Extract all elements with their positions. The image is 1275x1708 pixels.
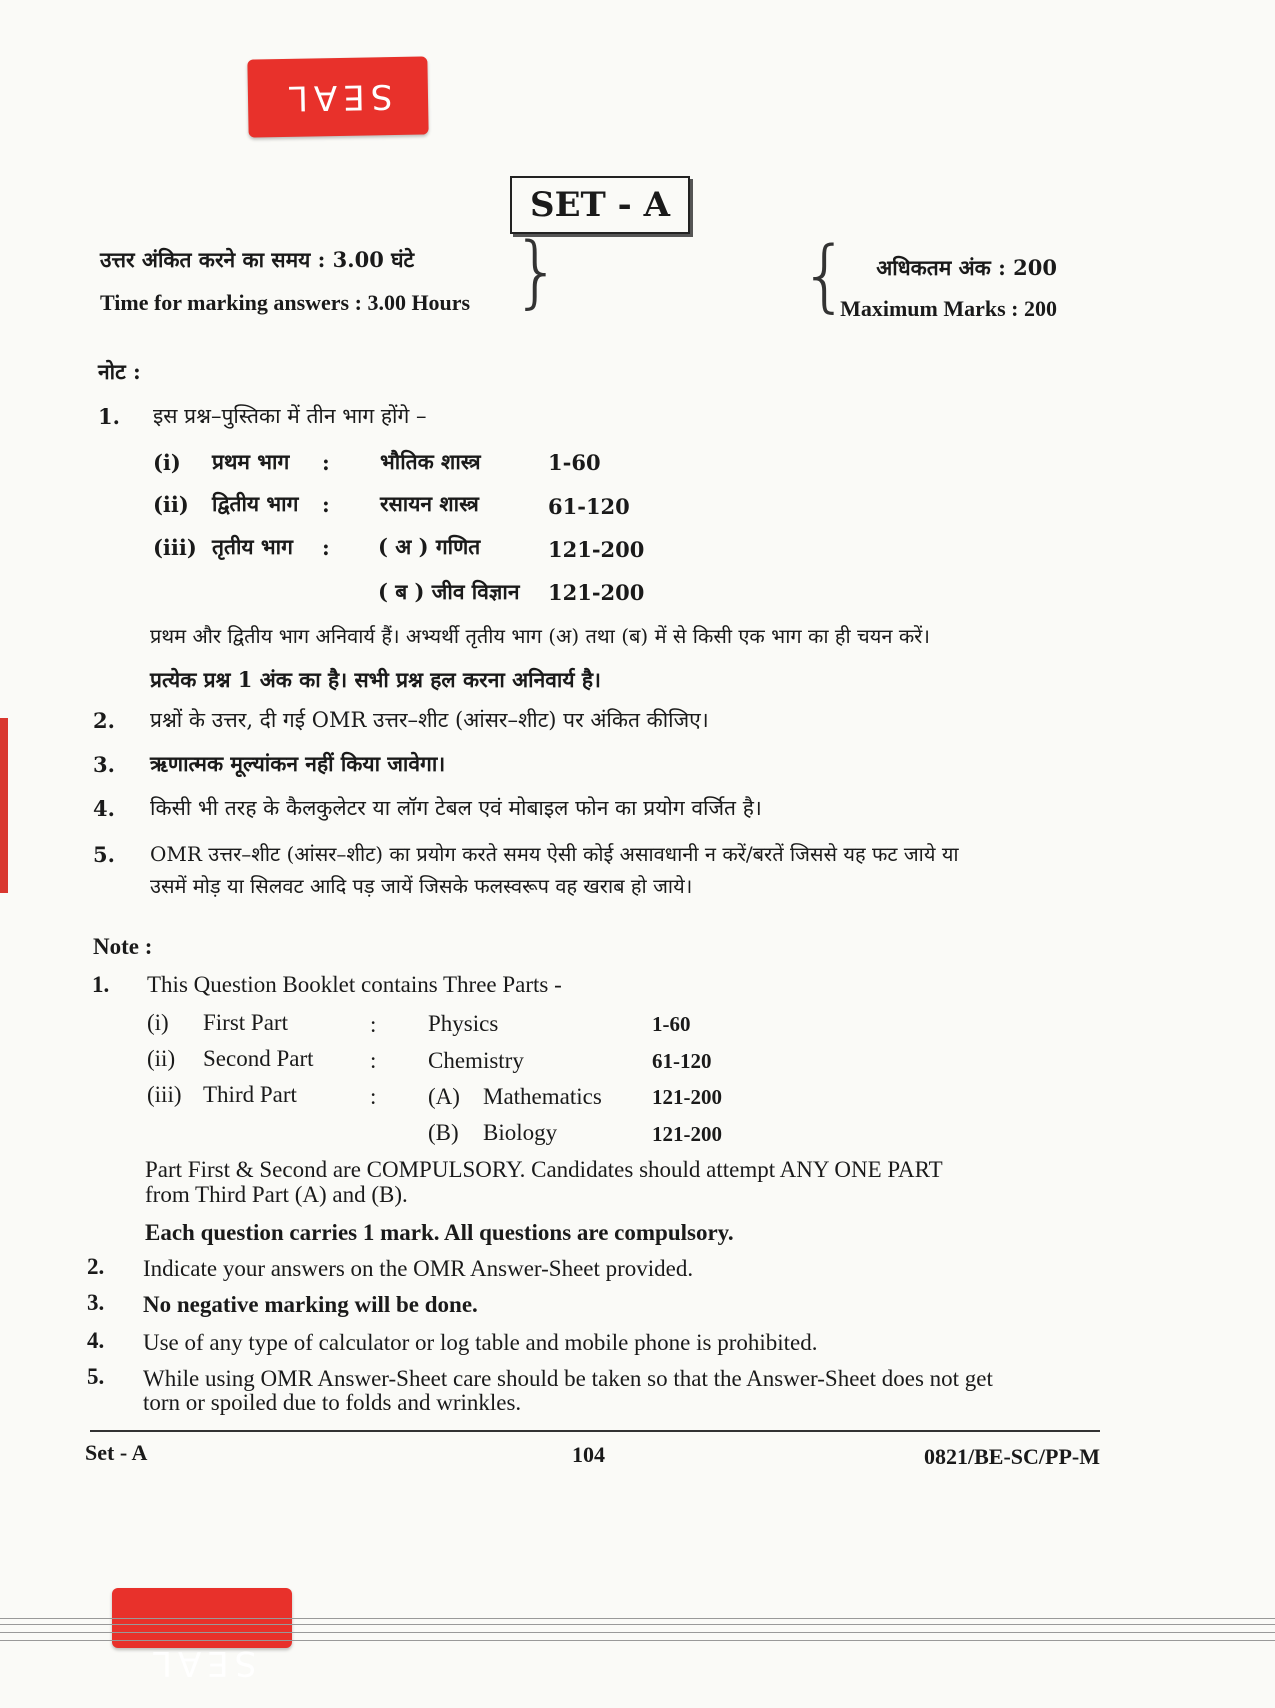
seal-stamp-top: SEAL xyxy=(247,56,428,137)
english-part-name: Second Part xyxy=(203,1046,314,1071)
hindi-item-num: 3. xyxy=(93,752,115,777)
english-part-subject: Mathematics xyxy=(483,1084,602,1109)
scan-line xyxy=(0,1624,1275,1625)
hindi-part-roman: (iii) xyxy=(153,535,197,560)
max-marks-hindi: अधिकतम अंक : 200 xyxy=(876,255,1057,280)
english-part-range: 121-200 xyxy=(652,1085,722,1109)
hindi-part-name: तृतीय भाग xyxy=(212,534,293,559)
hindi-item-text: इस प्रश्न–पुस्तिका में तीन भाग होंगे – xyxy=(153,404,427,428)
english-compulsory-text-cont: from Third Part (A) and (B). xyxy=(145,1182,408,1207)
footer-rule xyxy=(90,1430,1100,1432)
max-marks-english: Maximum Marks : 200 xyxy=(840,296,1057,321)
left-brace: { xyxy=(800,231,850,321)
hindi-part-range: 1-60 xyxy=(548,450,601,475)
english-item-text: Indicate your answers on the OMR Answer-Sheet provided. xyxy=(143,1256,694,1281)
english-part-subject: Physics xyxy=(428,1011,499,1036)
english-item-num: 3. xyxy=(87,1290,105,1315)
english-item-text: No negative marking will be done. xyxy=(143,1292,478,1317)
hindi-part-colon: : xyxy=(322,535,330,560)
footer-set: Set - A xyxy=(85,1440,148,1465)
english-part-range: 61-120 xyxy=(652,1049,712,1073)
hindi-part-subject: ( ब ) जीव विज्ञान xyxy=(378,579,520,604)
hindi-item-num: 2. xyxy=(93,708,115,733)
english-item-num: 2. xyxy=(87,1254,105,1279)
english-item-text: Use of any type of calculator or log table and mobile phone is prohibited. xyxy=(143,1330,818,1355)
hindi-part-subject: भौतिक शास्त्र xyxy=(380,449,481,474)
time-hindi: उत्तर अंकित करने का समय : 3.00 घंटे xyxy=(100,247,415,272)
right-brace: } xyxy=(512,227,562,317)
english-part-letter: (B) xyxy=(428,1120,459,1145)
footer-code: 0821/BE-SC/PP-M xyxy=(924,1444,1100,1469)
english-part-roman: (ii) xyxy=(147,1046,176,1071)
hindi-part-colon: : xyxy=(322,450,330,475)
hindi-item-text: किसी भी तरह के कैलकुलेटर या लॉग टेबल एवं मोबाइल फोन का प्रयोग वर्जित है। xyxy=(150,796,762,820)
hindi-part-roman: (i) xyxy=(153,450,181,475)
scan-line xyxy=(0,1632,1275,1633)
hindi-item-num: 1. xyxy=(98,404,120,429)
hindi-part-name: प्रथम भाग xyxy=(212,449,290,474)
time-english: Time for marking answers : 3.00 Hours xyxy=(100,290,471,315)
english-part-subject: Biology xyxy=(483,1120,558,1145)
margin-red-mark xyxy=(0,718,8,893)
hindi-part-range: 61-120 xyxy=(548,494,630,519)
english-item-text: This Question Booklet contains Three Parts - xyxy=(147,972,562,997)
english-item-num: 5. xyxy=(87,1364,105,1389)
hindi-part-range: 121-200 xyxy=(548,537,645,562)
english-item-text: While using OMR Answer-Sheet care should be taken so that the Answer-Sheet does not get xyxy=(143,1366,993,1391)
hindi-part-name: द्वितीय भाग xyxy=(212,491,299,516)
hindi-part-subject: ( अ ) गणित xyxy=(378,534,481,559)
hindi-item-text-cont: उसमें मोड़ या सिलवट आदि पड़ जायें जिसके फलस्वरूप वह खराब हो जाये। xyxy=(150,874,693,898)
english-item-text-cont: torn or spoiled due to folds and wrinkles. xyxy=(143,1390,522,1415)
english-part-name: First Part xyxy=(203,1010,288,1035)
hindi-part-colon: : xyxy=(322,492,330,517)
english-part-colon: : xyxy=(370,1084,377,1109)
english-part-range: 121-200 xyxy=(652,1122,722,1146)
hindi-part-subject: रसायन शास्त्र xyxy=(380,491,479,516)
hindi-part-roman: (ii) xyxy=(153,492,189,517)
page-number: 104 xyxy=(572,1442,605,1467)
note-label-hindi: नोट : xyxy=(98,359,141,384)
english-part-roman: (i) xyxy=(147,1010,169,1035)
hindi-item-text: प्रश्नों के उत्तर, दी गई OMR उत्तर–शीट (आंसर–शीट) पर अंकित कीजिए। xyxy=(150,708,709,732)
english-part-roman: (iii) xyxy=(147,1082,182,1107)
english-part-range: 1-60 xyxy=(652,1012,691,1036)
english-item-num: 4. xyxy=(87,1328,105,1353)
seal-stamp-bottom: SEAL xyxy=(112,1588,292,1648)
scan-line xyxy=(0,1618,1275,1619)
set-title: SET - A xyxy=(510,176,690,234)
note-label-english: Note : xyxy=(93,934,153,959)
english-item-num: 1. xyxy=(92,972,110,997)
english-part-colon: : xyxy=(370,1048,377,1073)
hindi-part-range: 121-200 xyxy=(548,580,645,605)
english-part-subject: Chemistry xyxy=(428,1048,524,1073)
english-compulsory-text: Part First & Second are COMPULSORY. Candidates should attempt ANY ONE PART xyxy=(145,1157,943,1182)
hindi-item-num: 5. xyxy=(93,842,115,867)
english-marks-line: Each question carries 1 mark. All questions are compulsory. xyxy=(145,1220,734,1245)
hindi-item-num: 4. xyxy=(93,796,115,821)
hindi-item-text: ऋणात्मक मूल्यांकन नहीं किया जावेगा। xyxy=(150,751,446,776)
hindi-compulsory-text: प्रथम और द्वितीय भाग अनिवार्य हैं। अभ्यर्थी तृतीय भाग (अ) तथा (ब) में से किसी एक भाग का ही चयन करें। xyxy=(150,624,930,648)
english-part-letter: (A) xyxy=(428,1084,460,1109)
english-part-colon: : xyxy=(370,1012,377,1037)
hindi-marks-line: प्रत्येक प्रश्न 1 अंक का है। सभी प्रश्न हल करना अनिवार्य है। xyxy=(150,667,601,692)
scan-line xyxy=(0,1640,1275,1641)
hindi-item-text: OMR उत्तर–शीट (आंसर–शीट) का प्रयोग करते समय ऐसी कोई असावधानी न करें/बरतें जिससे यह फट जाये या xyxy=(150,842,959,866)
english-part-name: Third Part xyxy=(203,1082,297,1107)
